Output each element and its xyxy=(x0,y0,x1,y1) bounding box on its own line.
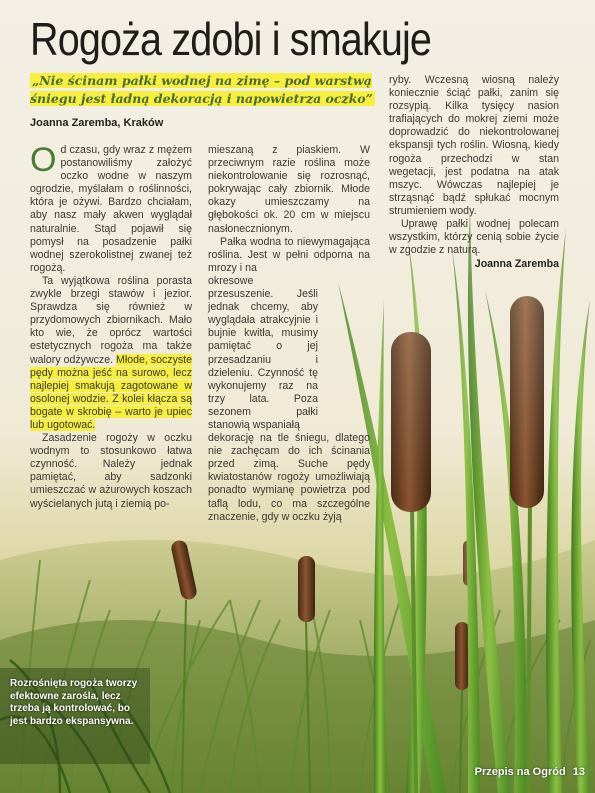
paragraph-continuation: mieszaną z piaskiem. W przeciwnym razie roślina może niekontrolowanie się rozrosnąć, pokrywając cały zbiornik. Młode okazy umieszczamy na głębokości ok. 20 cm w miejscu nasłonecznionym. xyxy=(208,144,370,235)
photo-caption: Rozrośnięta rogoża tworzy efektowne zarośla, lecz trzeba ją kontrolować, bo jest bardzo ekspansywna. xyxy=(10,678,138,727)
paragraph-nutrition-text: Ta wyjątkowa roślina porasta zwykle brzegi stawów i jezior. Sprawdza się również w przydomowych zbiornikach. Mało kto wie, że oprócz wartości estetycznych rogoża ma także walory odżywcze. xyxy=(30,274,192,366)
text-column-3 xyxy=(389,74,559,271)
text-column-2 xyxy=(208,144,370,524)
paragraph-intro-text: d czasu, gdy wraz z mężem postanowiliśmy założyć oczko wodne w naszym ogrodzie, myślałam o roślinności, która je ożywi. Bardzo chciałam, aby nasz mały akwen wyglądał naturalnie. Stąd pojawił się pomysł na posadzenie pałki wodnej szerokolistnej zwanej też rogożą. xyxy=(30,144,192,274)
page-number: 13 xyxy=(572,766,585,778)
highlighted-text: Młode, soczyste pędy można jeść na surowo, lecz najlepiej smakują zagotowane w osolonej wodzie. Z kolei kłącza są bogate w skrobię – warto je upiec lub ugotować. xyxy=(30,353,192,431)
article-signature: Joanna Zaremba xyxy=(474,258,559,271)
paragraph-nutrition xyxy=(30,275,192,432)
paragraph-care-a: Pałka wodna to niewymagająca roślina. Jest w pełni odporna na mrozy i na xyxy=(208,235,370,274)
paragraph-care-c: dekorację na tle śniegu, dlatego nie zachęcam do ich ścinania przed zimą. Suche pędy kwiatostanów rogoży umożliwiają ponadto wymianę powietrza pod taflą lodu, co ma szczególne znaczenie, gdy w oczku żyją xyxy=(208,432,370,523)
page-footer xyxy=(475,766,585,778)
article-lead-quote xyxy=(30,72,382,108)
article-author: Joanna Zaremba, Kraków xyxy=(30,117,164,129)
text-column-1 xyxy=(30,141,192,511)
lead-quote-text: „Nie ścinam pałki wodnej na zimę – pod warstwą śniegu jest ładną dekoracją i napowietrza oczko” xyxy=(30,73,373,106)
paragraph-intro xyxy=(30,141,192,275)
paragraph-spring: ryby. Wczesną wiosną należy koniecznie ściąć pałki, zanim się rozsypią. Kilka tysięcy nasion trafiających do mokrej ziemi może doprowadzić do niekontrolowanej ekspansji tych roślin. Wiosną, kiedy rogoża przechodzi w stan wegetacji, jest podatna na atak mszyc. Wówczas najlepiej je strząsnąć bądź spłukać mocnym strumieniem wody. xyxy=(389,74,559,217)
magazine-name: Przepis na Ogród xyxy=(474,766,566,778)
paragraph-recommendation: Uprawę pałki wodnej polecam wszystkim, którzy cenią sobie życie w zgodzie z naturą. xyxy=(389,218,559,257)
drop-cap: O xyxy=(30,141,57,179)
article-title: Rogoża zdobi i smakuje xyxy=(30,13,432,65)
paragraph-planting: Zasadzenie rogoży w oczku wodnym to stosunkowo łatwa czynność. Należy jednak pamiętać, aby sadzonki umieszczać w ażurowych koszach wyścielanych jutą i ziemią po- xyxy=(30,432,192,510)
paragraph-care-b: okresowe przesuszenie. Jeśli jednak chcemy, aby wyglądała atrakcyjnie i bujnie kwitła, musimy pamiętać o jej przesadzaniu i dzieleniu. Czynność tę wykonujemy raz na trzy lata. Poza sezonem pałki stanowią wspaniałą xyxy=(208,274,318,431)
